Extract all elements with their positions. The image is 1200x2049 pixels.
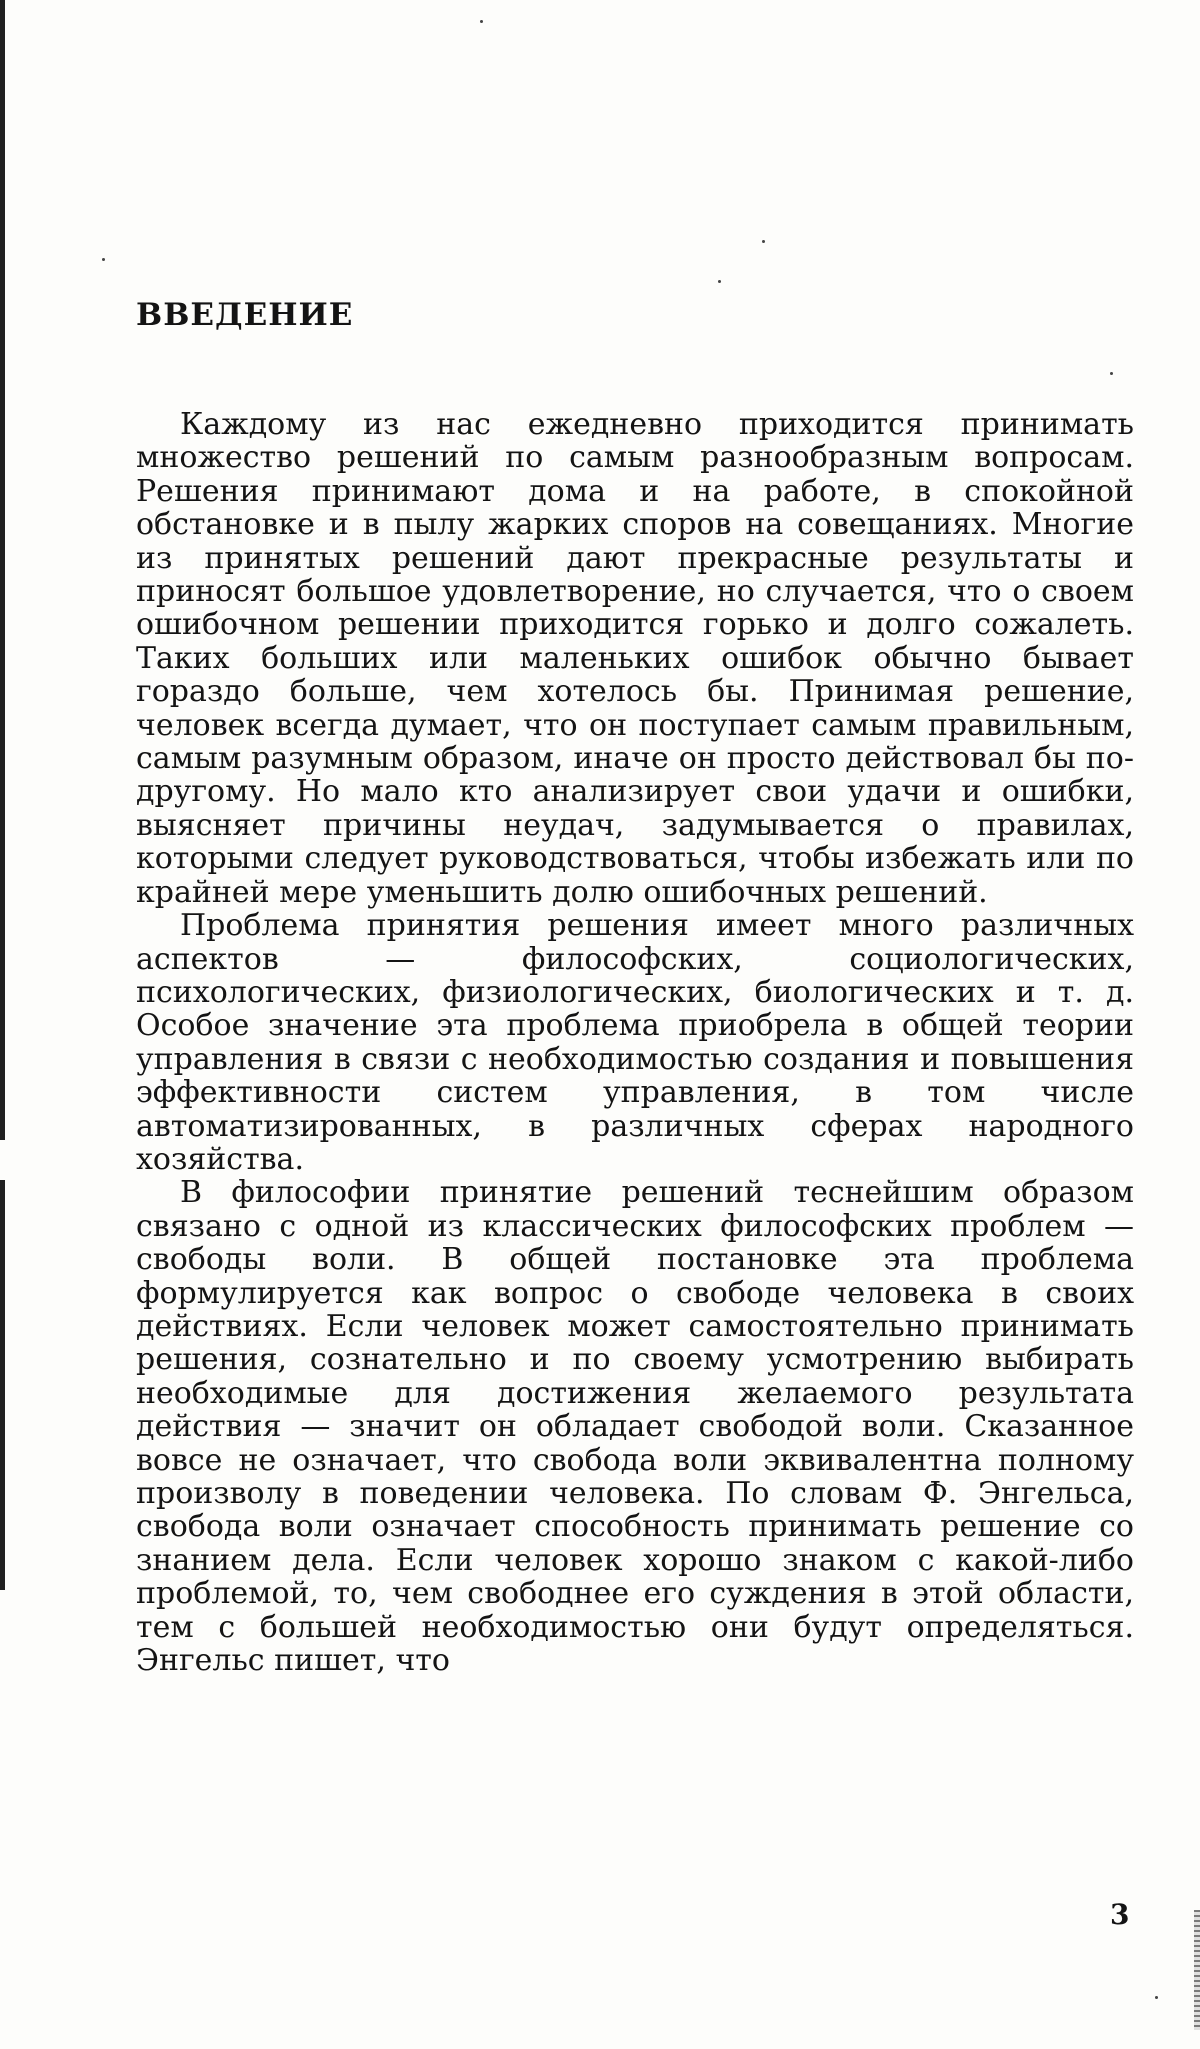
scan-speck [1110, 372, 1113, 375]
scan-speck [102, 258, 105, 261]
scan-speck [480, 20, 483, 23]
binding-edge-gap [0, 1140, 5, 1180]
page-content [136, 290, 1134, 1679]
chapter-heading: ВВЕДЕНИЕ [136, 297, 354, 333]
scan-speck [1155, 1996, 1158, 1999]
page-stack-edge [1194, 1910, 1200, 2030]
paragraph-1: Каждому из нас ежедневно приходится принимать множество решений по самым разнообразным вопросам. Решения принимают дома и на работе, в спокойной обстановке и в пылу жарких споров на совещаниях. Многие из принятых решений дают прекрасные результаты и приносят большое удовлетворение, но случается, что о своем ошибочном решении приходится горько и долго сожалеть. Таких больших или маленьких ошибок обычно бывает гораздо больше, чем хотелось бы. Принимая решение, человек всегда думает, что он поступает самым правильным, самым разумным образом, иначе он просто действовал бы по-другому. Но мало кто анализирует свои удачи и ошибки, выясняет причины неудач, задумывается о правилах, которыми следует руководствоваться, чтобы избежать или по крайней мере уменьшить долю ошибочных решений. [136, 407, 1134, 910]
scan-speck [762, 240, 765, 243]
paragraph-3: В философии принятие решений теснейшим образом связано с одной из классических философских проблем — свободы воли. В общей постановке эта проблема формулируется как вопрос о свободе человека в своих действиях. Если человек может самостоятельно принимать решения, сознательно и по своему усмотрению выбирать необходимые для достижения желаемого результата действия — значит он обладает свободой воли. Сказанное вовсе не означает, что свобода воли эквивалентна полному произволу в поведении человека. По словам Ф. Энгельса, свобода воли означает способность принимать решение со знанием дела. Если человек хорошо знаком с какой-либо проблемой, то, чем свободнее его суждения в этой области, тем с большей необходимостью они будут определяться. Энгельс пишет, что [136, 1175, 1134, 1679]
scan-speck [718, 280, 721, 283]
paragraph-2: Проблема принятия решения имеет много различных аспектов — философских, социологических, психологических, физиологических, биологических и т. д. Особое значение эта проблема приобрела в общей теории управления в связи с необходимостью создания и повышения эффективности систем управления, в том числе автоматизированных, в различных сферах народного хозяйства. [136, 908, 1134, 1177]
page-number: 3 [1110, 1898, 1130, 1931]
body-text [136, 408, 1134, 1677]
page-binding-edge [0, 0, 5, 1590]
